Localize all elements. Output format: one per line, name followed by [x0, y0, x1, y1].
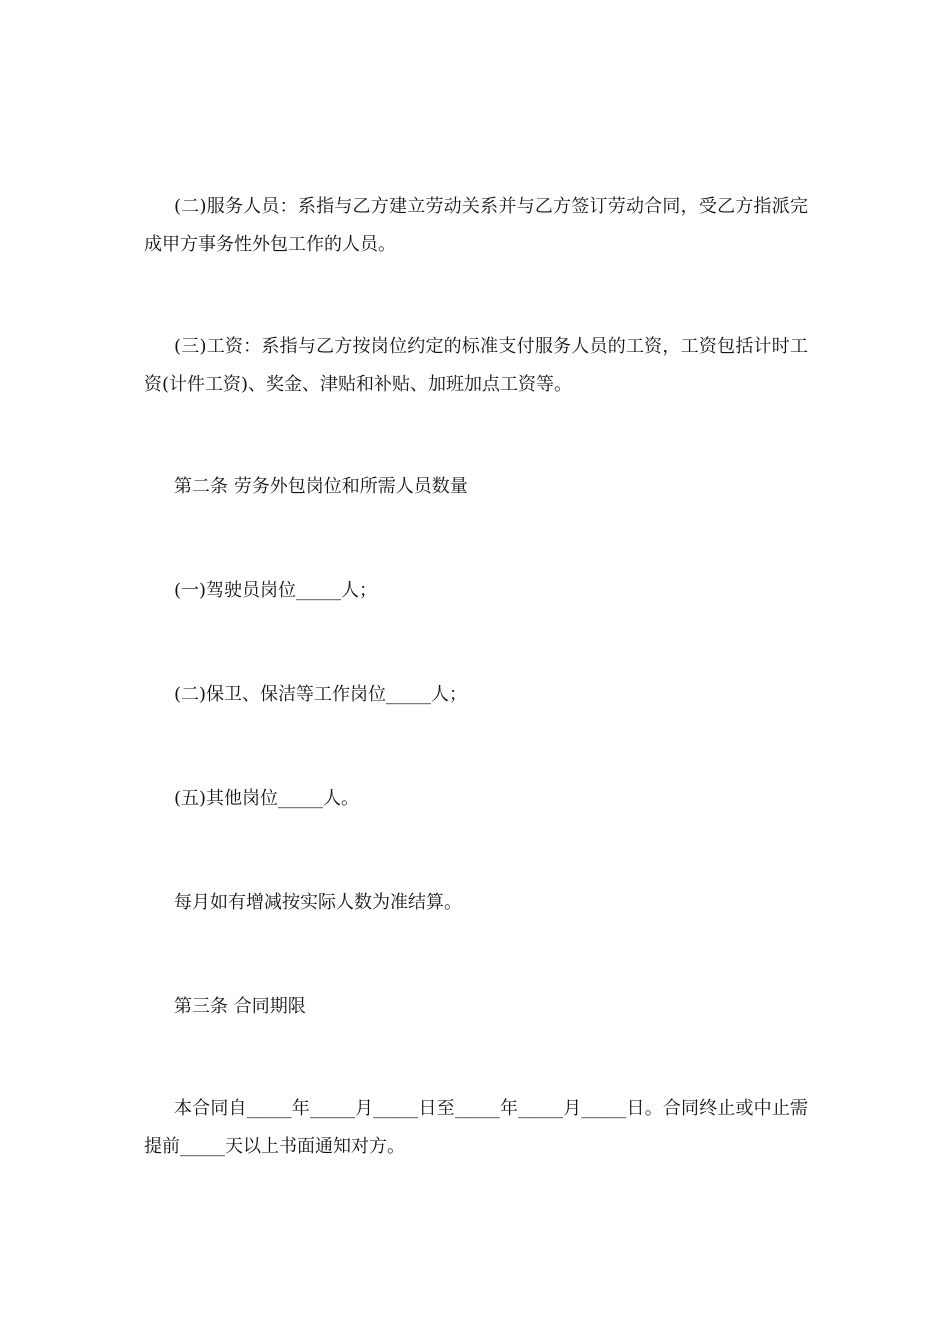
post-security-cleaning: (二)保卫、保洁等工作岗位_____人；	[174, 684, 468, 705]
clause-service-personnel: (二)服务人员：系指与乙方建立劳动关系并与乙方签订劳动合同，受乙方指派完成甲方事务性外包工作的人员。	[144, 196, 808, 255]
post-other: (五)其他岗位_____人。	[174, 788, 360, 809]
contract-term-clause: 本合同自_____年_____月_____日至_____年_____月_____日。合同终止或中止需提前_____天以上书面通知对方。	[144, 1098, 808, 1157]
clause-wages: (三)工资：系指与乙方按岗位约定的标准支付服务人员的工资，工资包括计时工资(计件工资)、奖金、津贴和补贴、加班加点工资等。	[144, 336, 808, 395]
article-two-heading: 第二条 劳务外包岗位和所需人员数量	[174, 476, 468, 497]
post-driver: (一)驾驶员岗位_____人；	[174, 580, 378, 601]
monthly-settlement-note: 每月如有增减按实际人数为准结算。	[174, 892, 462, 913]
article-three-heading: 第三条 合同期限	[174, 996, 306, 1017]
